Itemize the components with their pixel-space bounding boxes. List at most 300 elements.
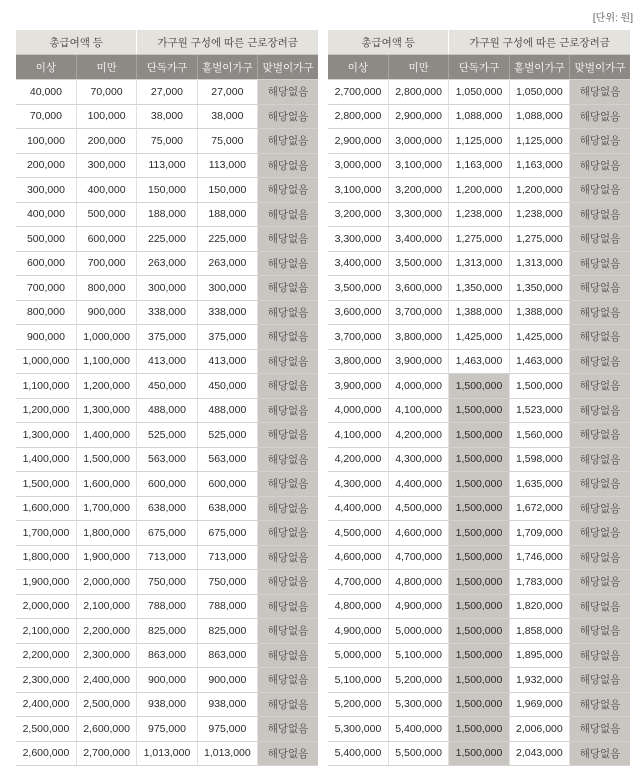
income-min-cell: 600,000	[16, 251, 76, 276]
income-max-cell: 1,000,000	[76, 325, 136, 350]
dual-earner-cell: 해당없음	[258, 668, 318, 693]
header-dual-earner: 맞벌이가구	[258, 55, 318, 80]
income-max-cell: 4,100,000	[388, 398, 448, 423]
table-row	[16, 447, 318, 472]
dual-earner-cell: 해당없음	[258, 80, 318, 105]
dual-earner-cell: 해당없음	[258, 545, 318, 570]
single-earner-cell: 750,000	[197, 570, 257, 595]
table-row	[16, 692, 318, 717]
single-cell: 27,000	[137, 80, 197, 105]
single-cell: 563,000	[137, 447, 197, 472]
table-row	[16, 325, 318, 350]
income-min-cell: 2,900,000	[328, 129, 388, 154]
single-earner-cell: 1,500,000	[509, 374, 569, 399]
income-max-cell: 1,600,000	[76, 472, 136, 497]
single-cell: 1,088,000	[449, 104, 509, 129]
dual-earner-cell: 해당없음	[570, 521, 630, 546]
income-min-cell: 100,000	[16, 129, 76, 154]
income-min-cell: 1,500,000	[16, 472, 76, 497]
single-cell: 938,000	[137, 692, 197, 717]
table-row	[328, 521, 630, 546]
single-cell: 1,013,000	[137, 741, 197, 766]
income-max-cell: 2,800,000	[388, 80, 448, 105]
income-min-cell: 3,300,000	[328, 227, 388, 252]
income-max-cell: 1,700,000	[76, 496, 136, 521]
dual-earner-cell: 해당없음	[570, 80, 630, 105]
table-row	[328, 374, 630, 399]
income-max-cell: 5,000,000	[388, 619, 448, 644]
dual-earner-cell: 해당없음	[258, 447, 318, 472]
dual-earner-cell: 해당없음	[258, 717, 318, 742]
dual-earner-cell: 해당없음	[258, 398, 318, 423]
table-row	[16, 717, 318, 742]
income-max-cell: 2,000,000	[76, 570, 136, 595]
income-min-cell: 500,000	[16, 227, 76, 252]
table-row	[328, 300, 630, 325]
single-earner-cell: 1,163,000	[509, 153, 569, 178]
income-max-cell: 4,400,000	[388, 472, 448, 497]
dual-earner-cell: 해당없음	[570, 178, 630, 203]
table-row	[328, 570, 630, 595]
single-earner-cell: 150,000	[197, 178, 257, 203]
table-row	[16, 300, 318, 325]
income-max-cell: 100,000	[76, 104, 136, 129]
income-min-cell: 1,900,000	[16, 570, 76, 595]
single-earner-cell: 1,672,000	[509, 496, 569, 521]
income-min-cell: 400,000	[16, 202, 76, 227]
income-max-cell: 4,300,000	[388, 447, 448, 472]
header-single-earner: 홑벌이가구	[197, 55, 257, 80]
single-earner-cell: 1,598,000	[509, 447, 569, 472]
income-max-cell: 3,300,000	[388, 202, 448, 227]
single-earner-cell: 900,000	[197, 668, 257, 693]
single-earner-cell: 1,783,000	[509, 570, 569, 595]
table-row	[328, 643, 630, 668]
table-row	[16, 80, 318, 105]
table-row	[328, 129, 630, 154]
income-min-cell: 1,000,000	[16, 349, 76, 374]
income-min-cell: 300,000	[16, 178, 76, 203]
table-row	[328, 692, 630, 717]
table-row	[16, 374, 318, 399]
dual-earner-cell: 해당없음	[258, 423, 318, 448]
single-earner-cell: 863,000	[197, 643, 257, 668]
single-cell: 675,000	[137, 521, 197, 546]
income-max-cell: 3,400,000	[388, 227, 448, 252]
income-max-cell: 1,200,000	[76, 374, 136, 399]
table-row	[16, 643, 318, 668]
income-min-cell: 3,700,000	[328, 325, 388, 350]
single-earner-cell: 1,463,000	[509, 349, 569, 374]
single-cell: 1,500,000	[449, 643, 509, 668]
single-earner-cell: 825,000	[197, 619, 257, 644]
table-row	[16, 619, 318, 644]
credit-table-right	[328, 30, 630, 766]
table-row	[16, 741, 318, 766]
single-cell: 1,500,000	[449, 545, 509, 570]
single-earner-cell: 938,000	[197, 692, 257, 717]
header-max: 미만	[388, 55, 448, 80]
income-min-cell: 3,500,000	[328, 276, 388, 301]
dual-earner-cell: 해당없음	[258, 619, 318, 644]
single-earner-cell: 27,000	[197, 80, 257, 105]
single-earner-cell: 2,006,000	[509, 717, 569, 742]
dual-earner-cell: 해당없음	[570, 496, 630, 521]
income-min-cell: 4,300,000	[328, 472, 388, 497]
income-min-cell: 2,100,000	[16, 619, 76, 644]
header-single: 단독가구	[137, 55, 197, 80]
single-cell: 488,000	[137, 398, 197, 423]
dual-earner-cell: 해당없음	[570, 276, 630, 301]
dual-earner-cell: 해당없음	[258, 178, 318, 203]
income-min-cell: 1,200,000	[16, 398, 76, 423]
dual-earner-cell: 해당없음	[258, 129, 318, 154]
dual-earner-cell: 해당없음	[570, 423, 630, 448]
dual-earner-cell: 해당없음	[258, 496, 318, 521]
single-cell: 1,050,000	[449, 80, 509, 105]
income-max-cell: 2,200,000	[76, 619, 136, 644]
single-earner-cell: 1,388,000	[509, 300, 569, 325]
income-min-cell: 2,500,000	[16, 717, 76, 742]
header-credit-group: 가구원 구성에 따른 근로장려금	[449, 30, 630, 55]
income-min-cell: 800,000	[16, 300, 76, 325]
single-earner-cell: 1,200,000	[509, 178, 569, 203]
dual-earner-cell: 해당없음	[570, 398, 630, 423]
table-row	[328, 349, 630, 374]
dual-earner-cell: 해당없음	[570, 251, 630, 276]
single-earner-cell: 1,088,000	[509, 104, 569, 129]
income-max-cell: 70,000	[76, 80, 136, 105]
single-cell: 1,425,000	[449, 325, 509, 350]
dual-earner-cell: 해당없음	[258, 374, 318, 399]
single-cell: 825,000	[137, 619, 197, 644]
income-max-cell: 4,900,000	[388, 594, 448, 619]
table-row	[16, 349, 318, 374]
income-min-cell: 3,800,000	[328, 349, 388, 374]
single-earner-cell: 38,000	[197, 104, 257, 129]
dual-earner-cell: 해당없음	[570, 300, 630, 325]
header-credit-group: 가구원 구성에 따른 근로장려금	[137, 30, 318, 55]
income-min-cell: 5,000,000	[328, 643, 388, 668]
single-cell: 1,500,000	[449, 374, 509, 399]
income-min-cell: 2,700,000	[328, 80, 388, 105]
single-earner-cell: 600,000	[197, 472, 257, 497]
single-cell: 375,000	[137, 325, 197, 350]
single-earner-cell: 375,000	[197, 325, 257, 350]
dual-earner-cell: 해당없음	[258, 325, 318, 350]
single-cell: 900,000	[137, 668, 197, 693]
single-cell: 713,000	[137, 545, 197, 570]
income-max-cell: 4,600,000	[388, 521, 448, 546]
single-earner-cell: 788,000	[197, 594, 257, 619]
dual-earner-cell: 해당없음	[570, 570, 630, 595]
income-max-cell: 3,100,000	[388, 153, 448, 178]
income-max-cell: 1,500,000	[76, 447, 136, 472]
dual-earner-cell: 해당없음	[258, 643, 318, 668]
header-min: 이상	[16, 55, 76, 80]
header-single-earner: 홑벌이가구	[509, 55, 569, 80]
single-cell: 1,163,000	[449, 153, 509, 178]
single-earner-cell: 1,125,000	[509, 129, 569, 154]
income-min-cell: 3,000,000	[328, 153, 388, 178]
income-max-cell: 4,000,000	[388, 374, 448, 399]
single-cell: 1,500,000	[449, 692, 509, 717]
table-row	[328, 717, 630, 742]
income-min-cell: 40,000	[16, 80, 76, 105]
single-cell: 1,313,000	[449, 251, 509, 276]
single-cell: 1,500,000	[449, 717, 509, 742]
income-max-cell: 200,000	[76, 129, 136, 154]
single-cell: 750,000	[137, 570, 197, 595]
table-row	[328, 325, 630, 350]
table-row	[16, 227, 318, 252]
income-min-cell: 2,300,000	[16, 668, 76, 693]
single-earner-cell: 1,635,000	[509, 472, 569, 497]
income-max-cell: 1,300,000	[76, 398, 136, 423]
income-min-cell: 3,900,000	[328, 374, 388, 399]
income-min-cell: 2,800,000	[328, 104, 388, 129]
single-cell: 300,000	[137, 276, 197, 301]
single-cell: 1,500,000	[449, 594, 509, 619]
single-cell: 1,500,000	[449, 398, 509, 423]
single-cell: 188,000	[137, 202, 197, 227]
single-earner-cell: 1,820,000	[509, 594, 569, 619]
single-earner-cell: 450,000	[197, 374, 257, 399]
income-min-cell: 1,400,000	[16, 447, 76, 472]
income-min-cell: 5,100,000	[328, 668, 388, 693]
dual-earner-cell: 해당없음	[570, 668, 630, 693]
table-row	[328, 619, 630, 644]
income-max-cell: 300,000	[76, 153, 136, 178]
single-earner-cell: 113,000	[197, 153, 257, 178]
single-earner-cell: 563,000	[197, 447, 257, 472]
dual-earner-cell: 해당없음	[258, 276, 318, 301]
income-min-cell: 3,400,000	[328, 251, 388, 276]
income-max-cell: 5,500,000	[388, 741, 448, 766]
header-min: 이상	[328, 55, 388, 80]
dual-earner-cell: 해당없음	[570, 619, 630, 644]
income-max-cell: 3,800,000	[388, 325, 448, 350]
table-row	[16, 496, 318, 521]
income-min-cell: 5,300,000	[328, 717, 388, 742]
single-cell: 600,000	[137, 472, 197, 497]
income-max-cell: 2,300,000	[76, 643, 136, 668]
dual-earner-cell: 해당없음	[570, 472, 630, 497]
table-row	[328, 496, 630, 521]
table-row	[328, 447, 630, 472]
single-cell: 1,500,000	[449, 741, 509, 766]
single-earner-cell: 638,000	[197, 496, 257, 521]
income-min-cell: 5,400,000	[328, 741, 388, 766]
income-max-cell: 3,000,000	[388, 129, 448, 154]
income-min-cell: 700,000	[16, 276, 76, 301]
table-row	[16, 398, 318, 423]
single-cell: 450,000	[137, 374, 197, 399]
dual-earner-cell: 해당없음	[570, 447, 630, 472]
dual-earner-cell: 해당없음	[570, 325, 630, 350]
income-min-cell: 3,100,000	[328, 178, 388, 203]
single-earner-cell: 1,560,000	[509, 423, 569, 448]
single-cell: 263,000	[137, 251, 197, 276]
single-earner-cell: 1,746,000	[509, 545, 569, 570]
header-income-group: 총급여액 등	[328, 30, 449, 55]
table-row	[16, 178, 318, 203]
single-cell: 1,125,000	[449, 129, 509, 154]
single-earner-cell: 1,523,000	[509, 398, 569, 423]
single-earner-cell: 1,858,000	[509, 619, 569, 644]
dual-earner-cell: 해당없음	[258, 153, 318, 178]
single-earner-cell: 263,000	[197, 251, 257, 276]
income-max-cell: 4,200,000	[388, 423, 448, 448]
income-max-cell: 3,700,000	[388, 300, 448, 325]
income-min-cell: 1,100,000	[16, 374, 76, 399]
income-min-cell: 70,000	[16, 104, 76, 129]
dual-earner-cell: 해당없음	[570, 545, 630, 570]
income-max-cell: 2,700,000	[76, 741, 136, 766]
income-max-cell: 5,300,000	[388, 692, 448, 717]
income-min-cell: 4,600,000	[328, 545, 388, 570]
table-row	[16, 521, 318, 546]
single-cell: 1,275,000	[449, 227, 509, 252]
table-row	[328, 178, 630, 203]
income-min-cell: 4,200,000	[328, 447, 388, 472]
dual-earner-cell: 해당없음	[570, 153, 630, 178]
dual-earner-cell: 해당없음	[258, 472, 318, 497]
income-max-cell: 1,900,000	[76, 545, 136, 570]
table-row	[16, 570, 318, 595]
single-cell: 1,500,000	[449, 521, 509, 546]
income-max-cell: 400,000	[76, 178, 136, 203]
single-cell: 788,000	[137, 594, 197, 619]
income-max-cell: 2,100,000	[76, 594, 136, 619]
income-max-cell: 4,500,000	[388, 496, 448, 521]
single-earner-cell: 975,000	[197, 717, 257, 742]
single-cell: 1,500,000	[449, 496, 509, 521]
dual-earner-cell: 해당없음	[258, 202, 318, 227]
dual-earner-cell: 해당없음	[570, 717, 630, 742]
dual-earner-cell: 해당없음	[258, 741, 318, 766]
single-cell: 863,000	[137, 643, 197, 668]
single-earner-cell: 488,000	[197, 398, 257, 423]
table-row	[328, 276, 630, 301]
income-min-cell: 4,100,000	[328, 423, 388, 448]
single-cell: 1,500,000	[449, 570, 509, 595]
single-cell: 75,000	[137, 129, 197, 154]
single-cell: 1,500,000	[449, 447, 509, 472]
income-min-cell: 200,000	[16, 153, 76, 178]
single-earner-cell: 413,000	[197, 349, 257, 374]
table-row	[16, 202, 318, 227]
single-cell: 1,200,000	[449, 178, 509, 203]
single-earner-cell: 1,425,000	[509, 325, 569, 350]
income-max-cell: 1,100,000	[76, 349, 136, 374]
dual-earner-cell: 해당없음	[570, 202, 630, 227]
dual-earner-cell: 해당없음	[570, 349, 630, 374]
income-max-cell: 500,000	[76, 202, 136, 227]
single-earner-cell: 338,000	[197, 300, 257, 325]
single-earner-cell: 525,000	[197, 423, 257, 448]
table-row	[16, 153, 318, 178]
single-cell: 1,238,000	[449, 202, 509, 227]
table-row	[16, 668, 318, 693]
table-row	[328, 153, 630, 178]
dual-earner-cell: 해당없음	[258, 692, 318, 717]
table-row	[16, 129, 318, 154]
income-max-cell: 1,400,000	[76, 423, 136, 448]
table-row	[328, 251, 630, 276]
dual-earner-cell: 해당없음	[258, 300, 318, 325]
income-max-cell: 2,600,000	[76, 717, 136, 742]
dual-earner-cell: 해당없음	[258, 594, 318, 619]
income-max-cell: 600,000	[76, 227, 136, 252]
single-earner-cell: 1,013,000	[197, 741, 257, 766]
income-max-cell: 3,200,000	[388, 178, 448, 203]
header-dual-earner: 맞벌이가구	[570, 55, 630, 80]
income-max-cell: 3,500,000	[388, 251, 448, 276]
header-max: 미만	[76, 55, 136, 80]
income-max-cell: 2,400,000	[76, 668, 136, 693]
single-earner-cell: 188,000	[197, 202, 257, 227]
credit-table-left	[16, 30, 318, 766]
income-min-cell: 2,000,000	[16, 594, 76, 619]
single-earner-cell: 1,709,000	[509, 521, 569, 546]
income-max-cell: 5,400,000	[388, 717, 448, 742]
table-row	[328, 741, 630, 766]
dual-earner-cell: 해당없음	[570, 104, 630, 129]
single-cell: 38,000	[137, 104, 197, 129]
single-earner-cell: 1,313,000	[509, 251, 569, 276]
single-earner-cell: 1,969,000	[509, 692, 569, 717]
income-min-cell: 4,900,000	[328, 619, 388, 644]
dual-earner-cell: 해당없음	[258, 570, 318, 595]
single-earner-cell: 1,350,000	[509, 276, 569, 301]
single-earner-cell: 1,932,000	[509, 668, 569, 693]
income-max-cell: 1,800,000	[76, 521, 136, 546]
dual-earner-cell: 해당없음	[258, 349, 318, 374]
dual-earner-cell: 해당없음	[570, 227, 630, 252]
single-cell: 1,388,000	[449, 300, 509, 325]
dual-earner-cell: 해당없음	[570, 643, 630, 668]
table-row	[328, 227, 630, 252]
dual-earner-cell: 해당없음	[570, 129, 630, 154]
single-earner-cell: 1,895,000	[509, 643, 569, 668]
single-cell: 1,350,000	[449, 276, 509, 301]
income-max-cell: 900,000	[76, 300, 136, 325]
table-row	[328, 104, 630, 129]
single-earner-cell: 225,000	[197, 227, 257, 252]
income-min-cell: 1,300,000	[16, 423, 76, 448]
income-min-cell: 1,800,000	[16, 545, 76, 570]
single-earner-cell: 1,275,000	[509, 227, 569, 252]
income-max-cell: 4,800,000	[388, 570, 448, 595]
income-min-cell: 2,200,000	[16, 643, 76, 668]
single-cell: 1,500,000	[449, 472, 509, 497]
table-row	[328, 668, 630, 693]
dual-earner-cell: 해당없음	[258, 227, 318, 252]
single-earner-cell: 713,000	[197, 545, 257, 570]
single-cell: 1,500,000	[449, 423, 509, 448]
dual-earner-cell: 해당없음	[570, 741, 630, 766]
income-max-cell: 3,600,000	[388, 276, 448, 301]
income-max-cell: 800,000	[76, 276, 136, 301]
table-row	[328, 545, 630, 570]
dual-earner-cell: 해당없음	[570, 594, 630, 619]
table-row	[328, 80, 630, 105]
single-cell: 413,000	[137, 349, 197, 374]
single-cell: 1,500,000	[449, 668, 509, 693]
table-row	[328, 398, 630, 423]
income-min-cell: 4,400,000	[328, 496, 388, 521]
